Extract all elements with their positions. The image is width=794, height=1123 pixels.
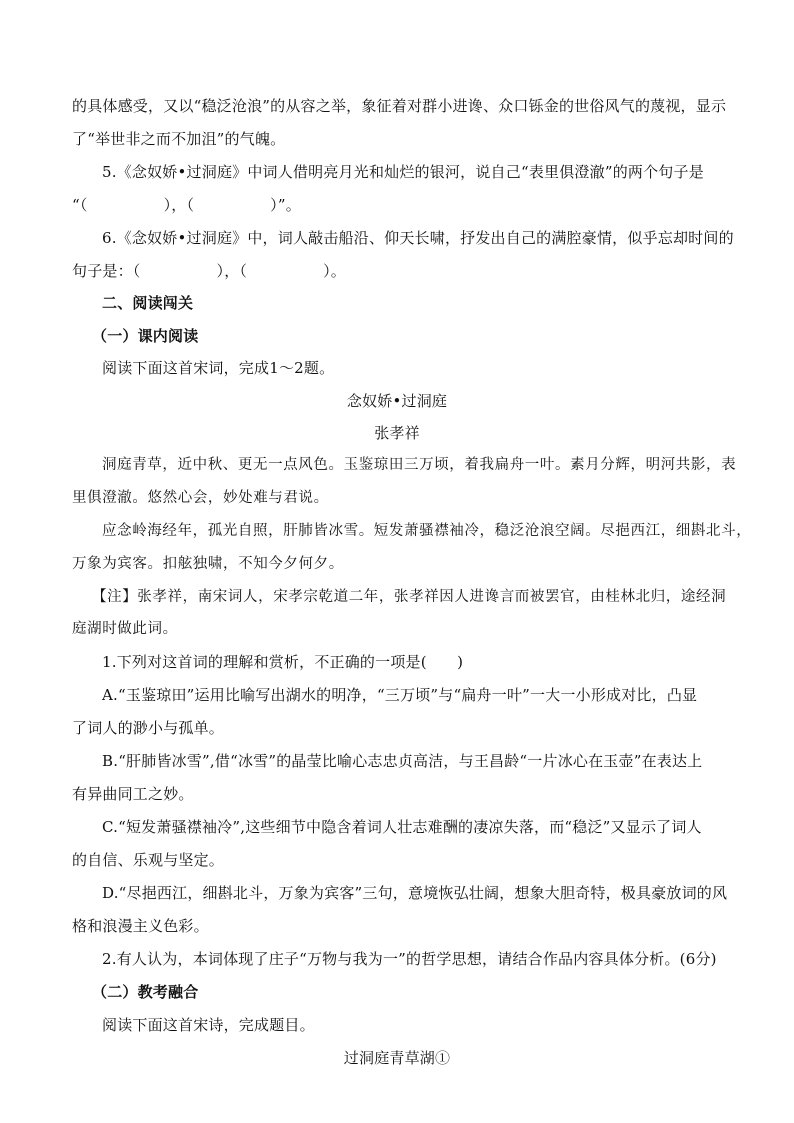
option-d: D.“尽挹西江，细斟北斗，万象为宾客”三句，意境恢弘壮阔，想象大胆奇特，极具豪放词的风 xyxy=(102,884,728,902)
poem-author: 张孝祥 xyxy=(374,424,420,442)
paragraph-line: 了“举世非之而不加沮”的气魄。 xyxy=(72,130,286,148)
poem-title: 念奴娇•过洞庭 xyxy=(346,392,448,410)
option-a-cont: 了词人的渺小与孤单。 xyxy=(72,719,225,737)
option-a: A.“玉鉴琼田”运用比喻写出湖水的明净，“三万顷”与“扁舟一叶”一大一小形成对比，凸显 xyxy=(102,686,698,704)
option-b: B.“肝肺皆冰雪”,借“冰雪”的晶莹比喻心志忠贞高洁，与王昌龄“一片冰心在玉壶”在表达上 xyxy=(102,752,703,770)
question-6-blanks: 句子是：（ ），（ ）。 xyxy=(72,262,347,280)
poem-note: 庭湖时做此词。 xyxy=(72,621,178,637)
subsection-heading: （一）课内阅读 xyxy=(92,327,199,345)
question-6: 6.《念奴娇•过洞庭》中，词人敲击船沿、仰天长啸，抒发出自己的满腔豪情，似乎忘却时间的 xyxy=(102,229,734,247)
poem-note: 【注】张孝祥，南宋词人，宋孝宗乾道二年，张孝祥因人进谗言而被罢官，由桂林北归，途经洞 xyxy=(92,589,727,605)
option-c: C.“短发萧骚襟袖冷”,这些细节中隐含着词人壮志难酬的凄凉失落，而“稳泛”又显示了词人 xyxy=(102,818,702,836)
poem-title: 过洞庭青草湖① xyxy=(343,1049,451,1067)
instruction: 阅读下面这首宋词，完成1～2题。 xyxy=(102,359,335,377)
paragraph-line: 的具体感受，又以“稳泛沧浪”的从容之举，象征着对群小进谗、众口铄金的世俗风气的蔑视，显示 xyxy=(72,97,727,115)
option-b-cont: 有异曲同工之妙。 xyxy=(72,785,194,803)
option-c-cont: 的自信、乐观与坚定。 xyxy=(72,851,225,869)
poem-line: 应念岭海经年，孤光自照，肝肺皆冰雪。短发萧骚襟袖冷，稳泛沧浪空阔。尽挹西江，细斟北斗， xyxy=(102,523,752,539)
question-2: 2.有人认为，本词体现了庄子“万物与我为一”的哲学思想，请结合作品内容具体分析。(6分) xyxy=(102,950,717,968)
poem-line: 里俱澄澈。悠然心会，妙处难与君说。 xyxy=(72,490,329,506)
question-1: 1.下列对这首词的理解和赏析，不正确的一项是( ) xyxy=(102,653,464,671)
option-d-cont: 格和浪漫主义色彩。 xyxy=(72,917,209,935)
section-heading: 二、阅读闯关 xyxy=(102,294,194,312)
question-5-blanks: “（ ），（ ）”。 xyxy=(72,196,301,214)
instruction: 阅读下面这首宋诗，完成题目。 xyxy=(102,1016,315,1034)
subsection-heading: （二）教考融合 xyxy=(92,983,199,1001)
poem-line: 洞庭青草，近中秋、更无一点风色。玉鉴琼田三万顷，着我扁舟一叶。素月分辉，明河共影，表 xyxy=(102,457,737,473)
question-5: 5.《念奴娇•过洞庭》中词人借明亮月光和灿烂的银河，说自己“表里俱澄澈”的两个句子是 xyxy=(102,163,704,181)
poem-line: 万象为宾客。扣舷独啸，不知今夕何夕。 xyxy=(72,556,344,572)
